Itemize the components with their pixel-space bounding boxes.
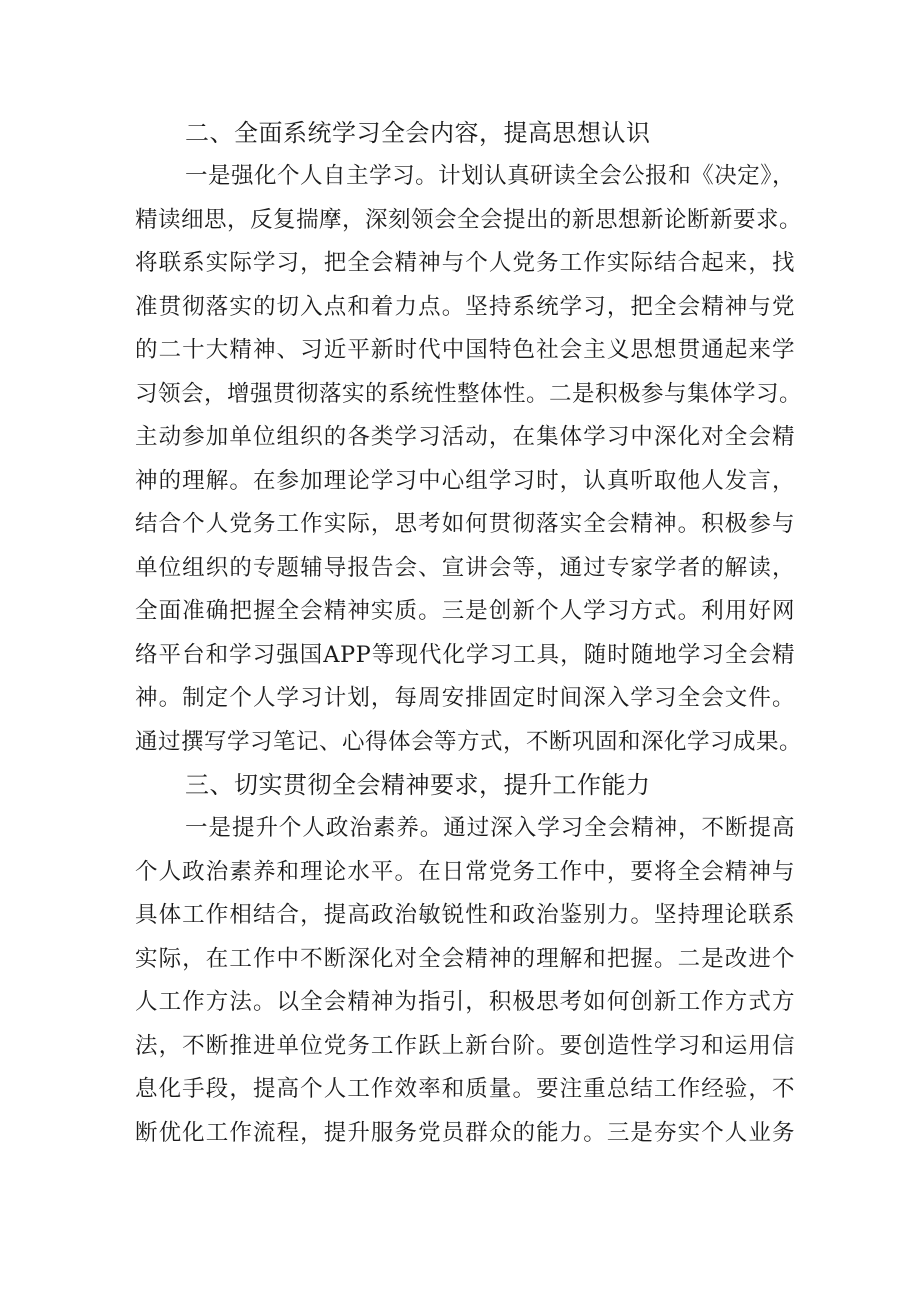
paragraph-line: 实际，在工作中不断深化对全会精神的理解和把握。二是改进个	[135, 945, 795, 972]
paragraph-line: 准贯彻落实的切入点和着力点。坚持系统学习，把全会精神与党	[135, 293, 795, 320]
paragraph-line: 一是提升个人政治素养。通过深入学习全会精神，不断提高	[185, 815, 795, 841]
paragraph-line: 主动参加单位组织的各类学习活动，在集体学习中深化对全会精	[135, 424, 795, 450]
section-2-body	[135, 155, 803, 764]
paragraph-line: 人工作方法。以全会精神为指引，积极思考如何创新工作方式方	[135, 989, 795, 1015]
paragraph-line: 的二十大精神、习近平新时代中国特色社会主义思想贯通起来学	[135, 337, 795, 363]
paragraph-line: 将联系实际学习，把全会精神与个人党务工作实际结合起来，找	[135, 250, 795, 276]
section-3-body	[135, 807, 795, 1155]
paragraph-line: 全面准确把握全会精神实质。三是创新个人学习方式。利用好网	[135, 598, 795, 624]
paragraph-line: 断优化工作流程，提升服务党员群众的能力。三是夯实个人业务	[135, 1119, 795, 1146]
paragraph-line: 通过撰写学习笔记、心得体会等方式，不断巩固和深化学习成果。	[135, 728, 803, 755]
paragraph-line: 习领会，增强贯彻落实的系统性整体性。二是积极参与集体学习。	[135, 380, 803, 407]
document-body	[135, 112, 803, 1155]
paragraph-line: 具体工作相结合，提高政治敏锐性和政治鉴别力。坚持理论联系	[135, 902, 795, 928]
section-heading-2: 二、全面系统学习全会内容，提高思想认识	[185, 119, 651, 147]
paragraph-line: 结合个人党务工作实际，思考如何贯彻落实全会精神。积极参与	[135, 511, 795, 537]
paragraph-line: 息化手段，提高个人工作效率和质量。要注重总结工作经验，不	[135, 1076, 795, 1102]
paragraph-line: 单位组织的专题辅导报告会、宣讲会等，通过专家学者的解读，	[135, 554, 795, 581]
paragraph-line: 一是强化个人自主学习。计划认真研读全会公报和《决定》，	[185, 163, 795, 189]
paragraph-line: 精读细思，反复揣摩，深刻领会全会提出的新思想新论断新要求。	[135, 206, 803, 233]
paragraph-line: 个人政治素养和理论水平。在日常党务工作中，要将全会精神与	[135, 858, 795, 885]
section-heading-3: 三、切实贯彻全会精神要求，提升工作能力	[185, 771, 651, 799]
paragraph-line: 神。制定个人学习计划，每周安排固定时间深入学习全会文件。	[135, 685, 795, 711]
paragraph-line: 络平台和学习强国APP等现代化学习工具，随时随地学习全会精	[135, 641, 795, 668]
paragraph-line: 神的理解。在参加理论学习中心组学习时，认真听取他人发言，	[135, 467, 795, 494]
paragraph-line: 法，不断推进单位党务工作跃上新台阶。要创造性学习和运用信	[135, 1032, 795, 1059]
